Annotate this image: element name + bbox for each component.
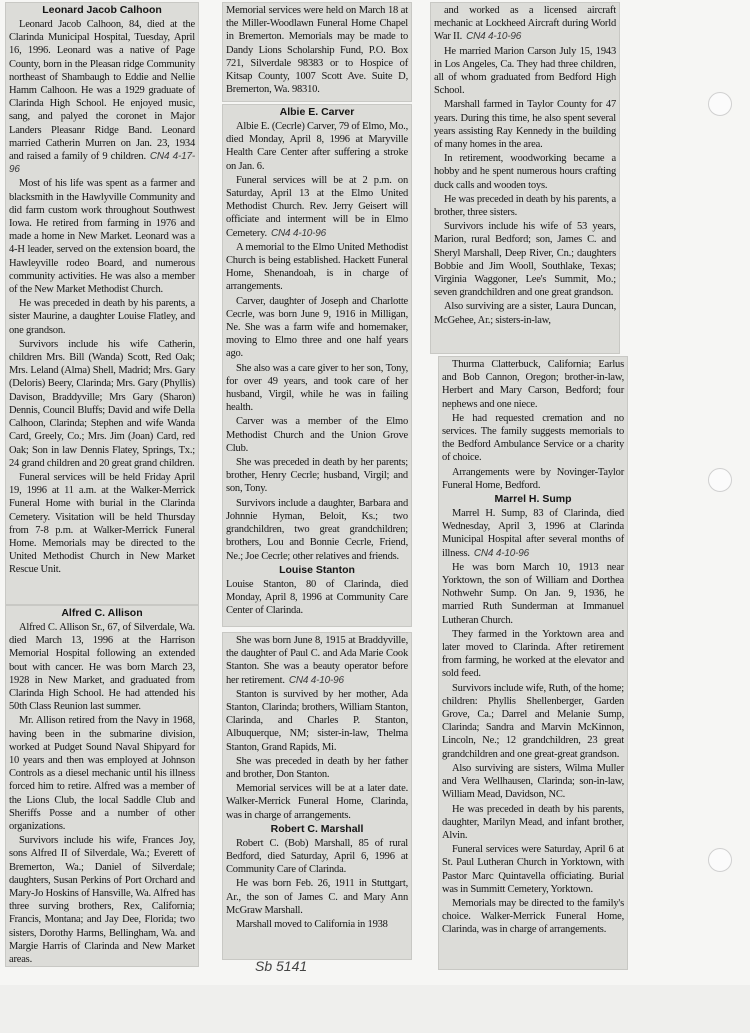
paragraph: Funeral services will be held Friday April 19, 1996 at 11 a.m. at the Walker-Merrick Funeral Home with burial in the Clarinda Cemetery. Visitation will be held Thursday from 7-8 p.m. at Walker-Merrick Funeral Home. Memorials may be directed to the United Methodist Church in New Market Rescue Unit.: [9, 471, 195, 576]
paragraph: Alfred C. Allison Sr., 67, of Silverdale, Wa. died March 13, 1996 at the Harrison Memorial Hospital following an extended bout with cancer. He was born March 23, 1928 in New Market, and graduated from Clarinda High School. He had attended his 50th Class Reunion last summer.: [9, 622, 195, 713]
heading-carver: Albie E. Carver: [279, 106, 355, 118]
heading-calhoon: Leonard Jacob Calhoon: [42, 4, 162, 16]
handwritten-code: Sb 5141: [255, 958, 308, 974]
stanton-first-para: Louise Stanton, 80 of Clarinda, died Monday, April 8, 1996 at Community Care Center of Clarinda.: [226, 578, 408, 617]
paragraph: Funeral services were Saturday, April 6 at St. Paul Lutheran Church in Yorktown, with Pastor Marc Quintavella officiating. Burial was in Summitt Cemetery, Yorktown.: [442, 844, 624, 895]
paragraph: Survivors include his wife of 53 years, Marion, rural Bedford; son, James C. and Sheryl Marshall, Deep River, Cn.; daughters Bobbie and Jim Wooll, Southlake, Texas; Virginia Waggoner, Lee's Summit, Mo.; seven grandchildren and one great grandson.: [434, 221, 616, 299]
marshall-cont-body-b: [442, 358, 624, 492]
paragraph: He was born March 10, 1913 near Yorktown, the son of William and Dorthea Nothwehr Sump. On Jan. 9, 1936, he married Ruth Sunderman at Immanuel Lutheran Church.: [442, 561, 624, 626]
handwritten-date-note: CN4 4-10-96: [473, 547, 529, 559]
paragraph: He was born Feb. 26, 1911 in Stuttgart, Ar., the son of James C. and Mary Ann McGraw Marshall.: [226, 878, 408, 916]
binder-hole-bottom: [708, 848, 732, 872]
obituary-allison: [5, 605, 199, 967]
obituary-carver: [222, 104, 412, 627]
heading-allison: Alfred C. Allison: [61, 607, 143, 619]
paragraph: Survivors include his wife, Frances Joy, sons Alfred II of Silverdale, Wa.; Everett of Bremerton, Wa.; Daniel of Silverdale; daughters, Susan Perkins of Port Orchard and Mary-Jo Hoskins of Hansville, Wa. Alfred has three surving brothers, Rex, California; Francis, Montana; and Jay Dee, Florida; two sisters, Dorothy Harms, Bellingham, Wa. and Margie Harris of Clarinda and New Market areas.: [9, 835, 195, 966]
handwritten-date-note: CN4 4-10-96: [466, 31, 522, 43]
binder-hole-top: [708, 92, 732, 116]
paragraph: He married Marion Carson July 15, 1943 in Los Angeles, Ca. They had three children, all of whom graduated from Bedford High School.: [434, 45, 616, 97]
allison-body: [9, 621, 195, 966]
paragraph: Also surviving are a sister, Laura Duncan, McGehee, Ar.; sisters-in-law,: [434, 301, 616, 326]
carver-body: [226, 120, 408, 563]
marshall-continuation: [430, 2, 620, 354]
paragraph: Leonard Jacob Calhoon, 84, died at the Clarinda Municipal Hospital, Tuesday, April 16, 1996. Leonard was a native of Page County, born in the Pleasan ridge Community northeast of Shambaugh to Eddie and Nellie Hamm Calhoon. He was a 1929 graduate of Clarinda High School. He enjoyed music, sang, and palyed the coronet in Major Landers Pleasanr Ridge Band. Leonard married Catherin Murren on Jan. 23, 1934 and raised a family of 9 children. CN4 4-17-96: [9, 19, 196, 176]
paragraph: Memorial services will be at a later date. Walker-Merrick Funeral Home, Clarinda, was in charge of arrangements.: [226, 783, 408, 821]
paragraph: Memorials may be directed to the family's choice. Walker-Merrick Funeral Home, Clarinda, was in charge of arrangements.: [442, 897, 624, 936]
obituary-stanton-marshall: [222, 632, 412, 960]
paragraph: Carver was a member of the Elmo Methodist Church and the Union Grove Club.: [226, 416, 408, 454]
paragraph: and worked as a licensed aircraft mechanic at Lockheed Aircraft during World War II. CN4 4-10-96: [434, 5, 616, 43]
paragraph: She was preceded in death by her parents; brother, Henry Cecrle; husband, Virgil; and son, Tony.: [226, 457, 408, 495]
paragraph: Survivors include a daughter, Barbara and Johnnie Hyman, Beloit, Ks.; two grandchildren, two great grandchildren; brothers, Lou and Bonnie Cecrle, Friend, Ne.; Joe Cecrle; other relatives and friends.: [226, 497, 408, 562]
paragraph: Marshall farmed in Taylor County for 47 years. During this time, he also spent several years assisting Ray Kennedy in the building of many homes in the area.: [434, 99, 616, 151]
paragraph: Arrangements were by Novinger-Taylor Funeral Home, Bedford.: [442, 466, 624, 491]
paragraph: She also was a care giver to her son, Tony, for over 49 years, and took care of her husband, Virgil, while he was in failing health.: [226, 362, 408, 414]
handwritten-date-note: CN4 4-17-96: [9, 151, 196, 176]
sump-body: [442, 507, 624, 937]
marshall-cont-body-a: [434, 4, 616, 327]
paragraph: Survivors include his wife Catherin, children Mrs. Bill (Wanda) Scott, Red Oak; Mrs. Leland (Alma) Shell, Madrid; Mrs. Gary (Deloris) Beery, Clarinda; Mrs. Gary (Phyllis) Davison, Braddyville; Mrs Gary (Sharon) Dennis, Council Bluffs; David and wife Della Calhoon, Clarinda; Stephen and wife Wanda Card, Greely, Co.; Mrs. Jim (Joan) Card, red Oak; Son in law Dennis Flatey, Springs, Tx.; 24 grand children and 20 great grand children.: [9, 338, 195, 469]
heading-stanton: Louise Stanton: [279, 563, 355, 576]
allison-memorial-continuation: [222, 2, 412, 102]
heading-sump: Marrel H. Sump: [494, 493, 572, 506]
paragraph: He had requested cremation and no services. The family suggests memorials to the Bedford Ambulance Service or a charity of choice.: [442, 412, 624, 464]
heading-marshall: Robert C. Marshall: [270, 822, 364, 835]
handwritten-date-note: CN4 4-10-96: [270, 227, 327, 239]
binder-hole-middle: [708, 468, 732, 492]
paragraph: Marrel H. Sump, 83 of Clarinda, died Wednesday, April 3, 1996 at Clarinda Municipal Hospital after several months of illness. CN4 4-10-96: [442, 508, 624, 559]
paragraph: Albie E. (Cecrle) Carver, 79 of Elmo, Mo., died Monday, April 8, 1996 at Maryville Health Care Center after suffering a stroke on Jan. 6.: [226, 121, 408, 172]
paragraph: They farmed in the Yorktown area and later moved to Clarinda. After retirement from farming, he worked at the elevator and sold feed.: [442, 628, 624, 680]
paragraph: He was preceded in death by his parents, a sister Maurine, a daughter Louise Flatley, and one grandson.: [9, 298, 195, 336]
paragraph: A memorial to the Elmo United Methodist Church is being established. Hackett Funeral Home, Shenandoah, is in charge of arrangements.: [226, 241, 408, 293]
memorial-text: Memorial services were held on March 18 at the Miller-Woodlawn Funeral Home Chapel in Bremerton. Memorials may be made to Dandy Lions Scholarship Fund, P.O. Box 721, Silverdale 98383 or to Hospice of Kitsap County, 1007 Scott Ave. Suite D, Bremerton, Wa. 98310.: [226, 5, 408, 96]
paragraph: He was preceded in death by his parents, daughter, Marilyn Mead, and infant brother, Alvin.: [442, 803, 624, 841]
paragraph: Stanton is survived by her mother, Ada Stanton, Clarinda; brothers, William Stanton, Clarinda, and Charles P. Stanton, Albuquerque, NM; sister-in-law, Thelma Stanton, Grand Rapids, Mi.: [226, 688, 408, 753]
paragraph: She was born June 8, 1915 at Braddyville, the daughter of Paul C. and Ada Marie Cook Stanton. She was a beauty operator before her retirement. CN4 4-10-96: [226, 635, 408, 686]
paragraph: Funeral services will be at 2 p.m. on Saturday, April 13 at the Elmo United Methodist Church. Rev. Jerry Geisert will officiate and interment will be in Elmo Cemetery. CN4 4-10-96: [226, 174, 408, 239]
paragraph: Most of his life was spent as a farmer and blacksmith in the Hawlyville Community and did farm custom work throughout Southwest Iowa. He retired from farming in 1976 and made a home in New Market. Leonard was a 4-H leader, served on the extension board, the Hawleyville rodeo Board, and numerous community activities. He was also a member of the New Market Methodist Church.: [9, 178, 195, 296]
paragraph: Also surviving are sisters, Wilma Muller and Vera Wellhausen, Clarinda; son-in-law, William Mead, Davidson, NC.: [442, 762, 624, 801]
paragraph: He was preceded in death by his parents, a brother, three sisters.: [434, 193, 616, 219]
handwritten-date-note: CN4 4-10-96: [288, 674, 344, 686]
page-bottom-margin: [0, 985, 750, 1033]
calhoon-body: [9, 18, 195, 577]
paragraph: Survivors include wife, Ruth, of the home; children: Phyllis Shellenberger, Garden Grove, Ca.; Darrel and Melanie Sump, Clarinda; Sandra and Marvin McKinnon, Lincoln, Ne.; 12 grandchildren, 23 great grandchildren and one great-great grandson.: [442, 682, 624, 760]
paragraph: Marshall moved to California in 1938: [236, 919, 388, 931]
paragraph: In retirement, woodworking became a hobby and he spent numerous hours crafting duck calls and wooden toys.: [434, 153, 616, 191]
paragraph: Carver, daughter of Joseph and Charlotte Cecrle, was born June 9, 1916 in Milligan, Ne. She was a farm wife and homemaker, moving to Elmo three and one half years ago.: [226, 295, 408, 360]
paragraph: Mr. Allison retired from the Navy in 1968, having been in the submarine division, worked at Pudget Sound Naval Shipyard for 10 years and then was employed at Johnson Controls as a diesel mechanic until his illness forced him to retire. Alfred was a member of the Lions Club, the local Saddle Club and Sheriffs Posse and a number of other organizations.: [9, 715, 195, 833]
obituary-calhoon: [5, 2, 199, 605]
paragraph: Robert C. (Bob) Marshall, 85 of rural Bedford, died Saturday, April 6, 1996 at Community Care of Clarinda.: [226, 837, 408, 876]
paragraph: She was preceded in death by her father and brother, Don Stanton.: [226, 755, 408, 781]
obituary-sump: [438, 356, 628, 970]
marshall-body: [226, 837, 408, 931]
stanton-body: [226, 634, 408, 822]
paragraph: Thurma Clatterbuck, California; Earlus and Bob Cannon, Oregon; brother-in-law, Herbert and Mary Carson, Bedford; four nephews and one niece.: [442, 359, 624, 410]
